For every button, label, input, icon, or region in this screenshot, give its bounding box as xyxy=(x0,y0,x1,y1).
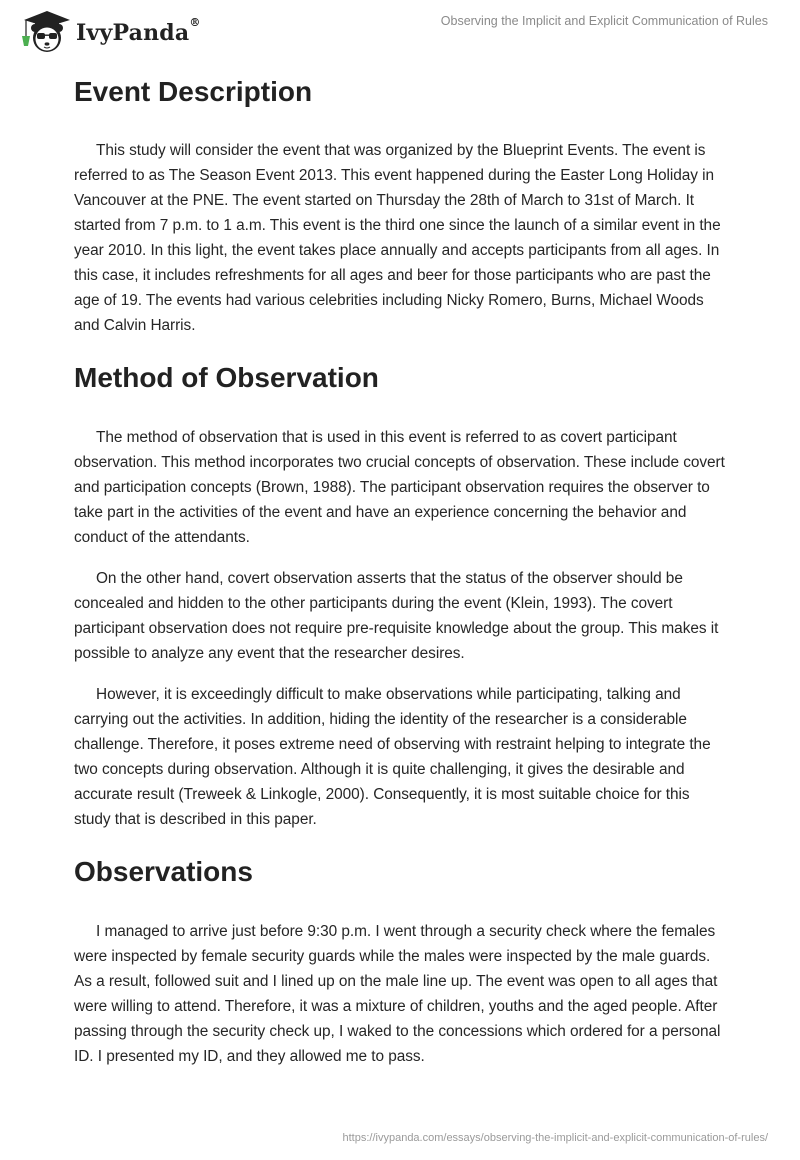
section-heading-method-of-observation: Method of Observation xyxy=(74,362,379,393)
registered-mark: ® xyxy=(189,16,201,29)
logo-text: IvyPanda® xyxy=(76,16,201,46)
ivypanda-logo[interactable] xyxy=(20,8,201,54)
paragraph: I managed to arrive just before 9:30 p.m. I went through a security check where the females were inspected by female security guards while the males were inspected by the male guards. As a result, followed suit and I lined up on the male line up. The event was open to all ages that were willing to attend. Therefore, it was a mixture of children, youths and the aged people. After passing through the security check up, I waked to the concessions which ordered for a personal ID. I presented my ID, and they allowed me to pass. xyxy=(74,923,721,1065)
panda-graduation-cap-icon xyxy=(20,8,70,54)
source-url-link[interactable]: https://ivypanda.com/essays/observing-the-implicit-and-explicit-communication-of-rules/ xyxy=(342,1132,768,1144)
document-title: Observing the Implicit and Explicit Communication of Rules xyxy=(440,14,768,28)
page-header xyxy=(0,0,800,56)
paragraph: The method of observation that is used in this event is referred to as covert participant observation. This method incorporates two crucial concepts of observation. These include covert and participation concepts (Brown, 1988). The participant observation requires the observer to take part in the activities of the event and have an experience concerning the behavior and conduct of the attendants. xyxy=(74,429,725,546)
section-heading-event-description: Event Description xyxy=(74,76,313,107)
paragraph: However, it is exceedingly difficult to make observations while participating, talking and carrying out the activities. In addition, hiding the identity of the researcher is a considerable challenge. Therefore, it poses extreme need of observing with restraint helping to integrate the two concepts during observation. Although it is quite challenging, it gives the desirable and accurate result (Treweek & Linkogle, 2000). Consequently, it is most suitable choice for this study that is described in this paper. xyxy=(74,686,711,828)
section-heading-observations: Observations xyxy=(74,856,253,887)
essay-content xyxy=(74,70,730,1069)
paragraph: This study will consider the event that was organized by the Blueprint Events. The event is referred to as The Season Event 2013. This event happened during the Easter Long Holiday in Vancouver at the PNE. The event started on Thursday the 28th of March to 31st of March. It started from 7 p.m. to 1 a.m. This event is the third one since the launch of a similar event in the year 2010. In this light, the event takes place annually and accepts participants from all ages. In this case, it includes refreshments for all ages and beer for those participants who are past the age of 19. The events had various celebrities including Nicky Romero, Burns, Michael Woods and Calvin Harris. xyxy=(74,142,721,334)
paragraph: On the other hand, covert observation asserts that the status of the observer should be concealed and hidden to the other participants during the event (Klein, 1993). The covert participant observation does not require pre-requisite knowledge about the group. This makes it possible to analyze any event that the researcher desires. xyxy=(74,570,719,662)
